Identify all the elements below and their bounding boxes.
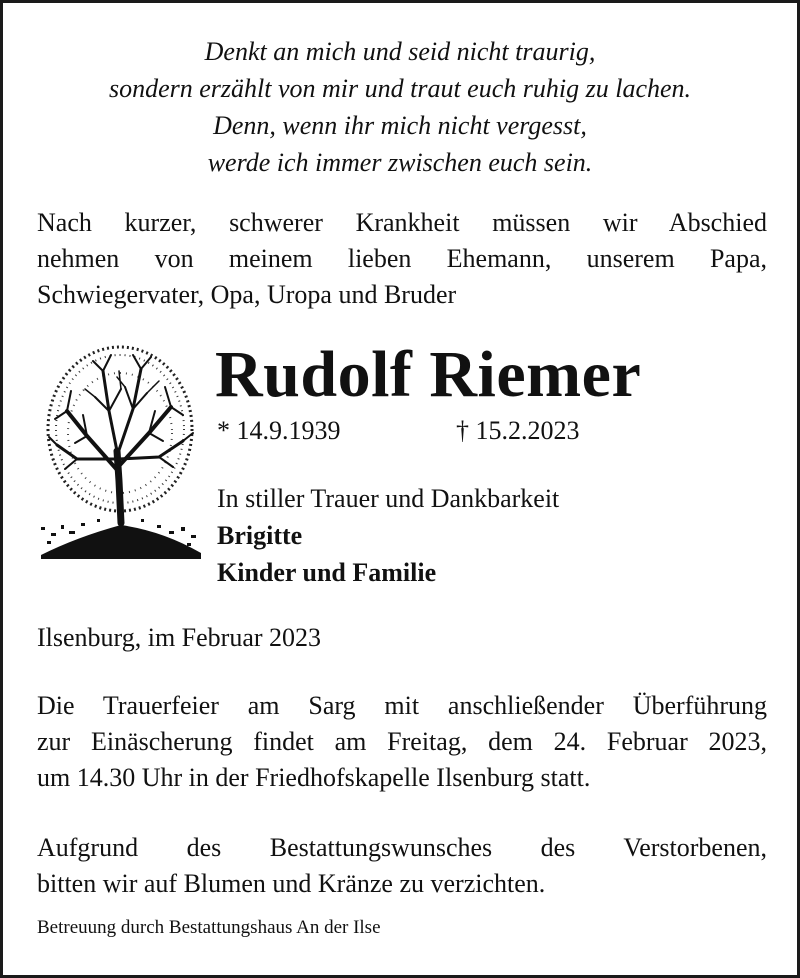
poem-line: Denkt an mich und seid nicht traurig,: [204, 37, 596, 66]
mourning-phrase: In stiller Trauer und Dankbarkeit: [217, 484, 560, 513]
funeral-line: Die Trauerfeier am Sarg mit anschließender Überführung: [37, 691, 767, 720]
request-line: Aufgrund des Bestattungswunsches des Verstorbenen,: [37, 833, 767, 862]
undertaker-credit: Betreuung durch Bestattungshaus An der Ilse: [37, 917, 381, 938]
intro-line: Nach kurzer, schwerer Krankheit müssen wir Abschied: [37, 208, 767, 237]
mourner-name: Kinder und Familie: [217, 558, 437, 587]
request-line: bitten wir auf Blumen und Kränze zu verzichten.: [37, 869, 546, 898]
place-date: Ilsenburg, im Februar 2023: [37, 623, 322, 652]
poem-line: Denn, wenn ihr mich nicht vergesst,: [213, 111, 587, 140]
intro-line: Schwiegervater, Opa, Uropa und Bruder: [37, 280, 457, 309]
funeral-line: um 14.30 Uhr in der Friedhofskapelle Ilsenburg statt.: [37, 763, 591, 792]
mourner-name: Brigitte: [217, 521, 303, 550]
death-date: † 15.2.2023: [456, 416, 580, 445]
poem: [3, 33, 797, 181]
mourners: [217, 480, 559, 591]
poem-line: sondern erzählt von mir und traut euch ruhig zu lachen.: [108, 74, 692, 103]
flowers-request: [37, 830, 767, 902]
tree-icon: [37, 341, 203, 563]
funeral-line: zur Einäscherung findet am Freitag, dem 24. Februar 2023,: [37, 727, 767, 756]
intro-line: nehmen von meinem lieben Ehemann, unserem Papa,: [37, 244, 767, 273]
deceased-name: Rudolf Riemer: [215, 338, 642, 411]
poem-line: werde ich immer zwischen euch sein.: [207, 148, 593, 177]
intro-text: [37, 205, 767, 313]
funeral-info: [37, 688, 767, 796]
birth-date: * 14.9.1939: [217, 416, 341, 445]
